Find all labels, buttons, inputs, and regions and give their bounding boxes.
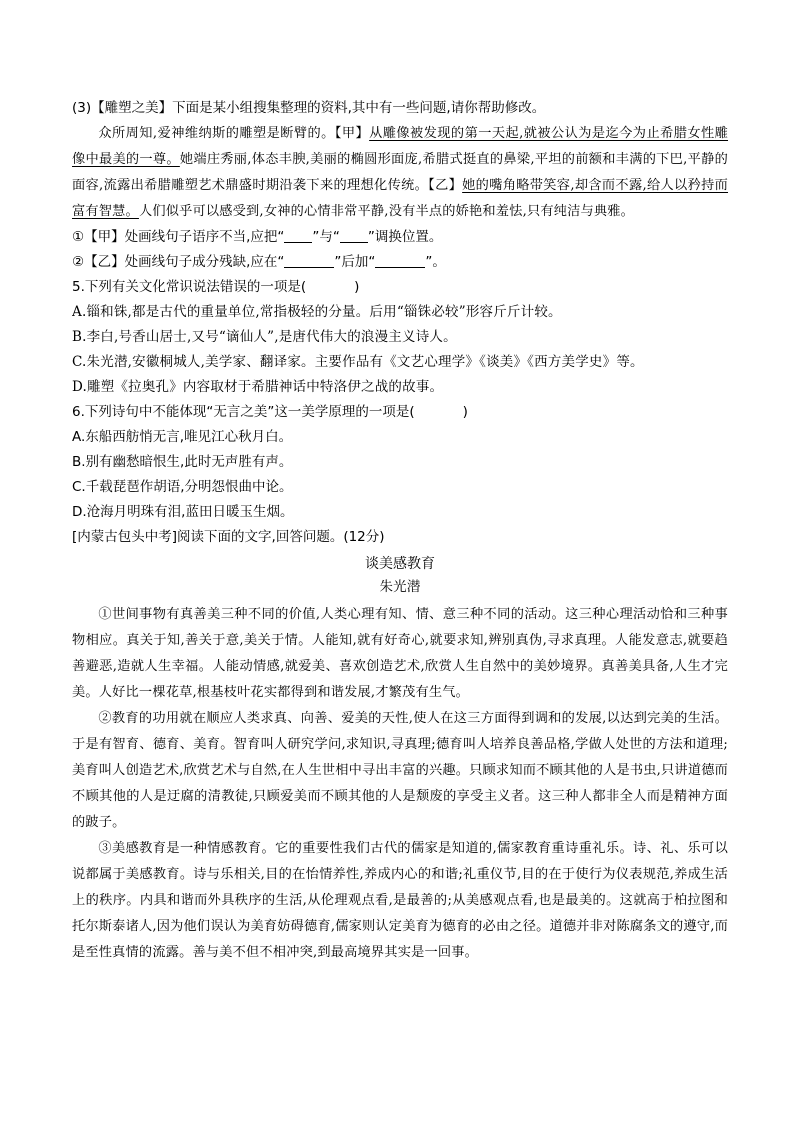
sub-1-text-a: ①【甲】处画线句子语序不当,应把“ bbox=[72, 229, 285, 245]
q6-option-a: A.东船西舫悄无言,唯见江心秋月白。 bbox=[72, 429, 293, 445]
q5-stem-end: ) bbox=[354, 279, 360, 295]
answer-blank[interactable] bbox=[284, 253, 334, 268]
passage-text-1: 众所周知,爱神维纳斯的雕塑是断臂的。 bbox=[98, 126, 335, 141]
question-3-sub-2 bbox=[72, 250, 728, 275]
answer-blank[interactable] bbox=[284, 228, 312, 243]
question-3-passage bbox=[72, 121, 728, 225]
question-3-header: (3)【雕塑之美】下面是某小组搜集整理的资料,其中有一些问题,请你帮助修改。 bbox=[72, 100, 546, 116]
passage-text-2: 她端庄秀丽,体态丰腴,美丽的椭圆形面庞,希腊式挺直的鼻梁,平坦的前额和丰满的下巴,平静的面容,流露出希腊雕塑艺术鼎盛时期沿袭下来的理想化传统。 bbox=[72, 152, 728, 193]
q5-option-c: C.朱光潜,安徽桐城人,美学家、翻译家。主要作品有《文艺心理学》《谈美》《西方美学史》等。 bbox=[72, 354, 644, 370]
question-6-stem bbox=[72, 400, 728, 425]
q6-option-c: C.千载琵琶作胡语,分明怨恨曲中论。 bbox=[72, 479, 293, 495]
question-3-sub-1 bbox=[72, 225, 728, 250]
q6-option-b: B.别有幽愁暗恨生,此时无声胜有声。 bbox=[72, 454, 293, 470]
reading-intro: [内蒙古包头中考]阅读下面的文字,回答问题。(12分) bbox=[72, 529, 385, 545]
q5-option-b: B.李白,号香山居士,又号“谪仙人”,是唐代伟大的浪漫主义诗人。 bbox=[72, 329, 457, 345]
article-author: 朱光潜 bbox=[379, 579, 421, 595]
sub-2-text-a: ②【乙】处画线句子成分残缺,应在“ bbox=[72, 254, 285, 270]
article-paragraph-2: ②教育的功用就在顺应人类求真、向善、爱美的天性,使人在这三方面得到调和的发展,以达到完美的生活。于是有智育、德育、美育。智育叫人研究学问,求知识,寻真理;德育叫人培养良善品格,学做人处世的方法和道理;美育叫人创造艺术,欣赏艺术与自然,在人生世相中寻出丰富的兴趣。只顾求知而不顾其他的人是书虫,只讲道德而不顾其他的人是迂腐的清教徒,只顾爱美而不顾其他的人是颓废的享受主义者。这三种人都非全人而是精神方面的跛子。 bbox=[72, 711, 728, 830]
q6-stem-text: 6.下列诗句中不能体现“无言之美”这一美学原理的一项是( bbox=[72, 404, 415, 420]
mark-jia: 【甲】 bbox=[334, 126, 370, 141]
q6-option-d: D.沧海月明珠有泪,蓝田日暖玉生烟。 bbox=[72, 504, 294, 520]
q6-stem-end: ) bbox=[462, 404, 468, 420]
document-content bbox=[72, 96, 728, 966]
sub-1-text-b: ”与“ bbox=[312, 229, 340, 245]
article-paragraph-3: ③美感教育是一种情感教育。它的重要性我们古代的儒家是知道的,儒家教育重诗重礼乐。诗、礼、乐可以说都属于美感教育。诗与乐相关,目的在怡情养性,养成内心的和谐;礼重仪节,目的在于使行为仪表规范,养成生活上的秩序。内具和谐而外具秩序的生活,从伦理观点看,是最善的;从美感观点看,也是最美的。这就高于柏拉图和托尔斯泰诸人,因为他们误认为美育妨碍德育,儒家则认定美育为德育的必由之径。道德并非对陈腐条文的遵守,而是至性真情的流露。善与美不但不相冲突,到最高境界其实是一回事。 bbox=[72, 841, 728, 960]
underlined-sentence-jia: 从雕像被发现的第一天起,就被公认为是迄今为止希腊女性雕像中最美的一尊。 bbox=[72, 126, 729, 167]
sub-2-text-c: ”。 bbox=[425, 254, 446, 270]
q5-option-d: D.雕塑《拉奥孔》内容取材于希腊神话中特洛伊之战的故事。 bbox=[72, 379, 444, 395]
q5-stem-text: 5.下列有关文化常识说法错误的一项是( bbox=[72, 279, 307, 295]
underlined-sentence-yi: 她的嘴角略带笑容,却含而不露,给人以矜持而富有智慧。 bbox=[72, 178, 729, 219]
answer-blank[interactable] bbox=[340, 228, 368, 243]
passage-text-3: 人们似乎可以感受到,女神的心情非常平静,没有半点的娇艳和羞怯,只有纯洁与典雅。 bbox=[138, 204, 635, 219]
article-paragraph-1: ①世间事物有真善美三种不同的价值,人类心理有知、情、意三种不同的活动。这三种心理活动恰和三种事物相应。真关于知,善关于意,美关于情。人能知,就有好奇心,就要求知,辨别真伪,寻求真理。人能发意志,就要趋善避恶,造就人生幸福。人能动情感,就爱美、喜欢创造艺术,欣赏人生自然中的美妙境界。真善美具备,人生才完美。人好比一棵花草,根基枝叶花实都得到和谐发展,才繁茂有生气。 bbox=[72, 607, 728, 700]
sub-1-text-c: ”调换位置。 bbox=[367, 229, 443, 245]
mark-yi: 【乙】 bbox=[428, 178, 463, 193]
sub-2-text-b: ”后加“ bbox=[334, 254, 376, 270]
article-title: 谈美感教育 bbox=[365, 556, 435, 572]
answer-blank[interactable] bbox=[375, 253, 425, 268]
question-5-stem bbox=[72, 275, 728, 300]
q5-option-a: A.锱和铢,都是古代的重量单位,常指极轻的分量。后用“锱铢必较”形容斤斤计较。 bbox=[72, 304, 562, 320]
